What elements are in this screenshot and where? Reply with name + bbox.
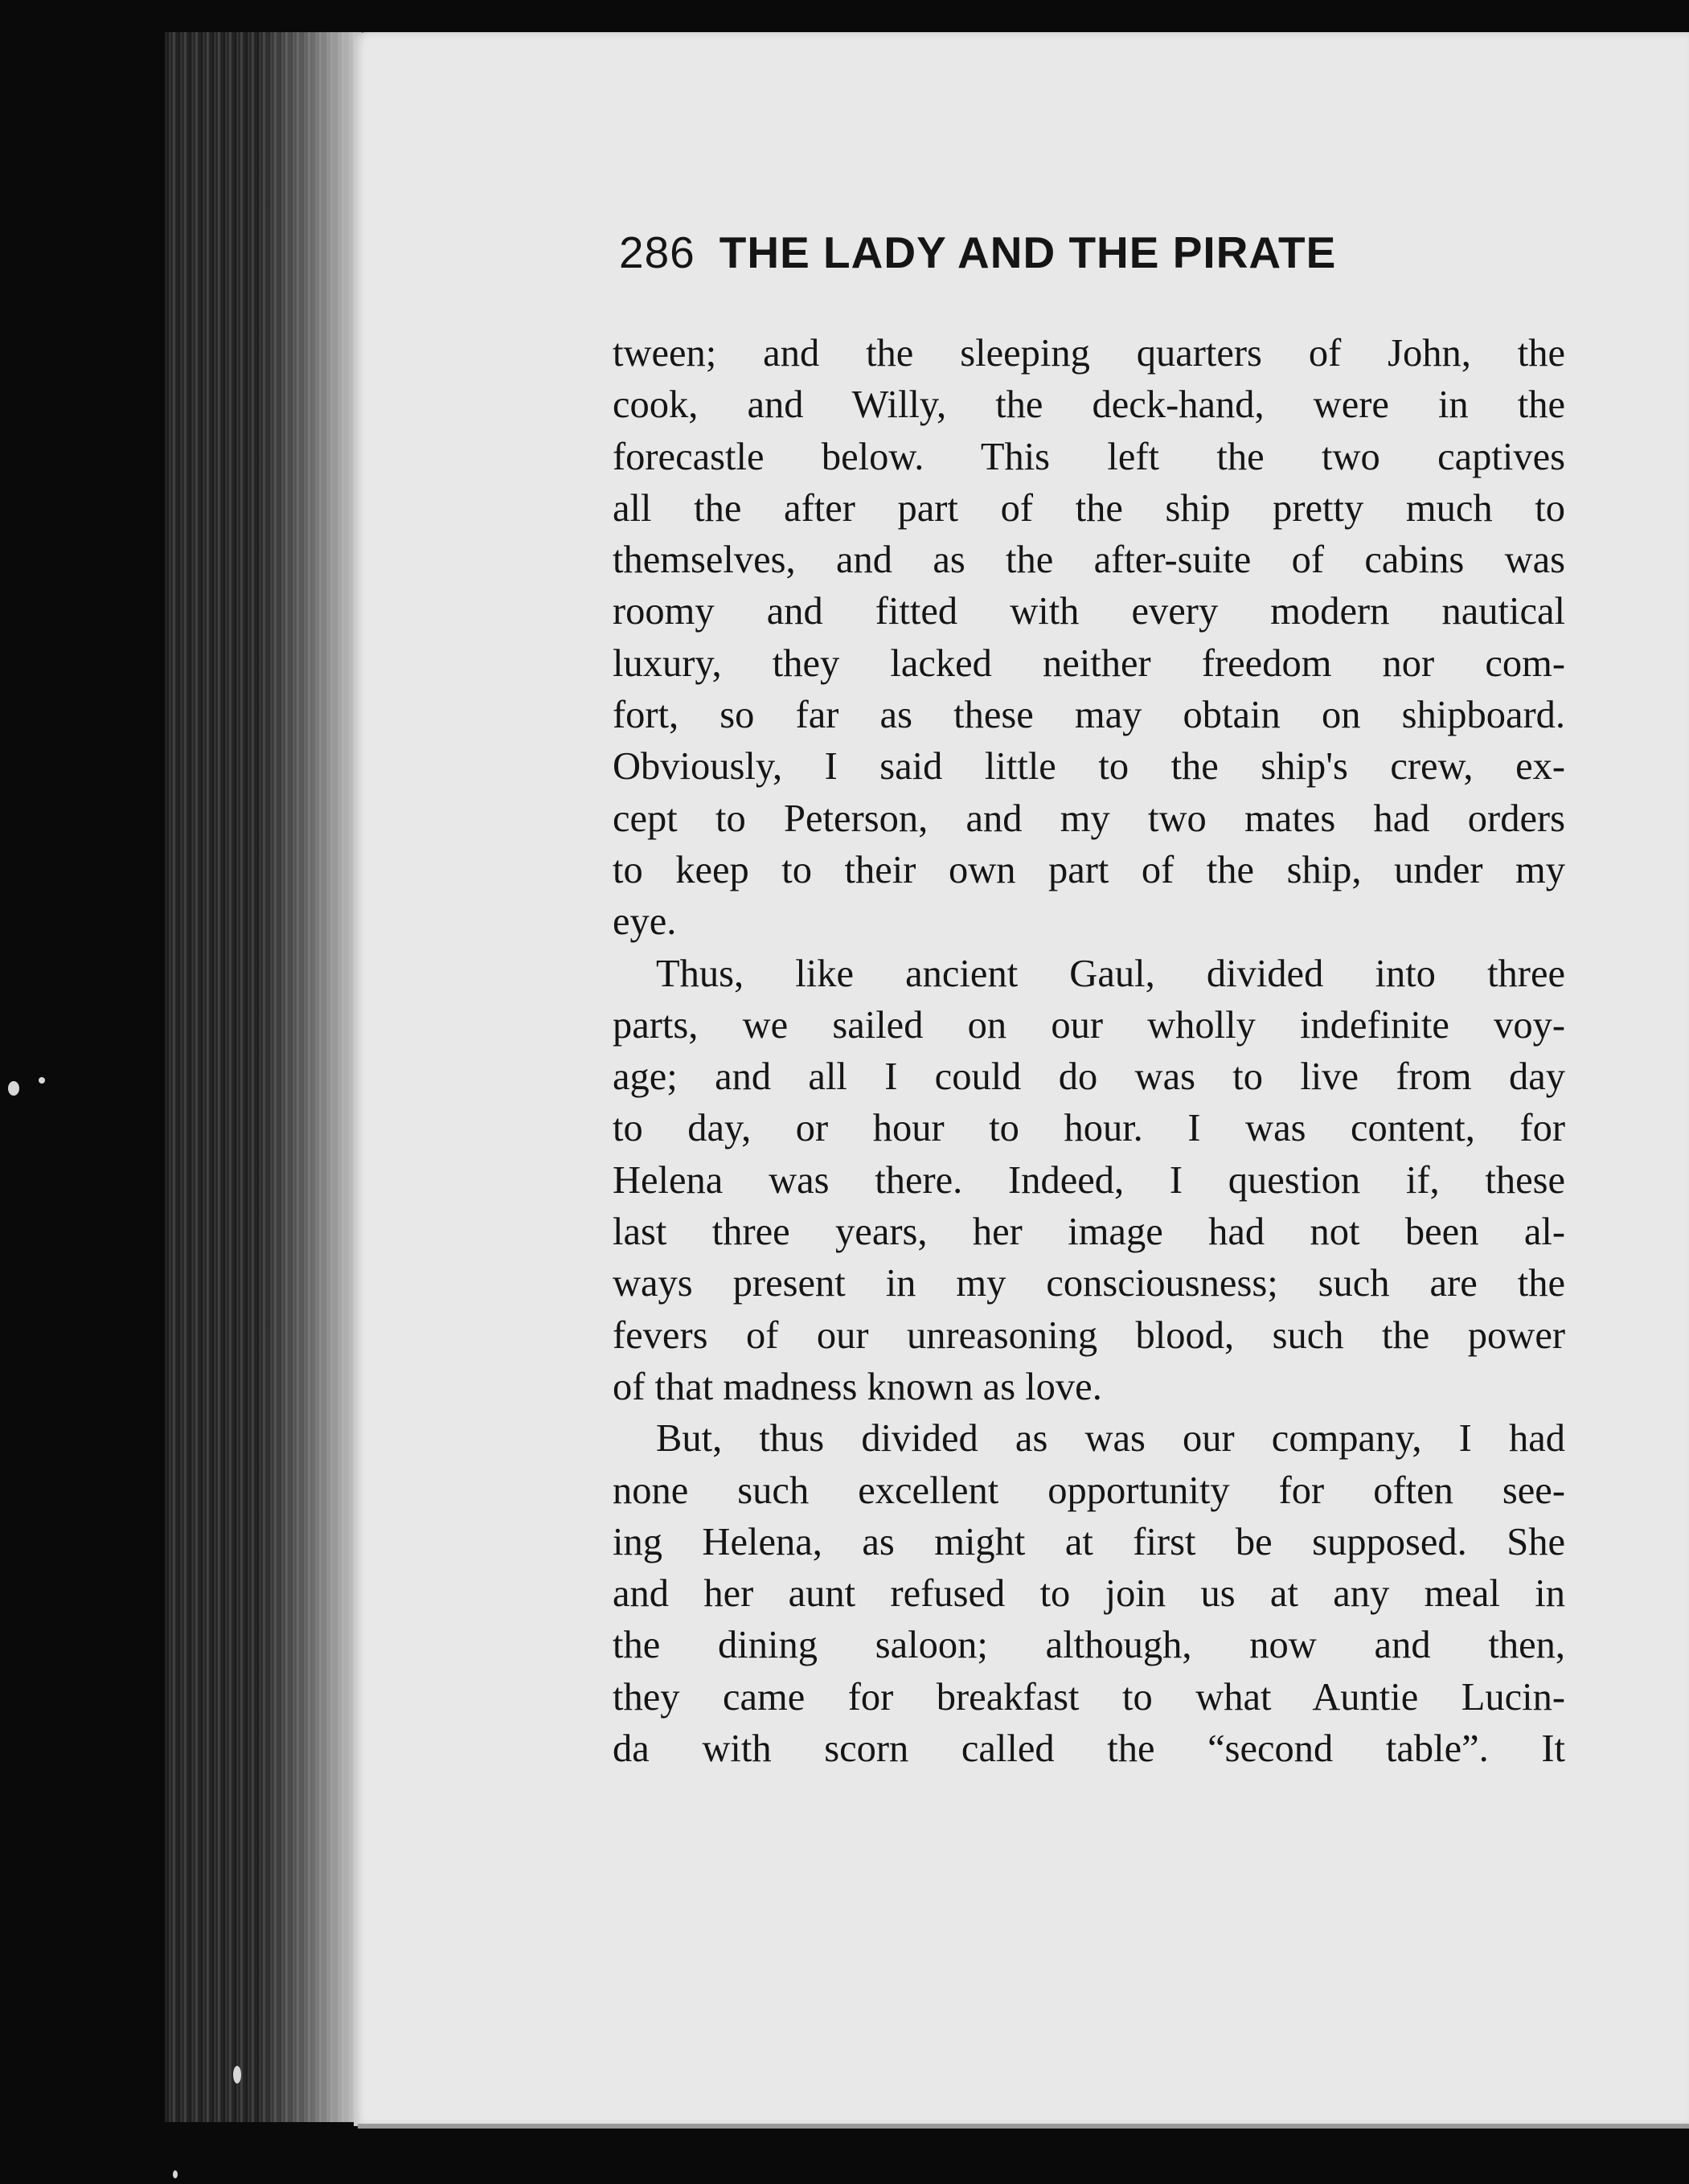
text-line: roomy and fitted with every modern nautical [613,590,1565,633]
text-line: da with scorn called the “second table”. It [613,1727,1565,1771]
text-line: luxury, they lacked neither freedom nor com- [613,641,1565,685]
text-line: tween; and the sleeping quarters of John, the [613,332,1565,375]
text-line: the dining saloon; although, now and then, [613,1624,1565,1667]
dust-speck [173,2170,178,2178]
text-line: they came for breakfast to what Auntie Lucin- [613,1675,1565,1719]
text-line: fort, so far as these may obtain on shipboard. [613,694,1565,737]
text-line: ing Helena, as might at first be supposed. She [613,1520,1565,1563]
text-line: cook, and Willy, the deck-hand, were in the [613,383,1565,427]
text-line: But, thus divided as was our company, I had [656,1417,1565,1461]
text-line: last three years, her image had not been al- [613,1211,1565,1254]
text-line: age; and all I could do was to live from day [613,1055,1565,1099]
page-number: 286 [619,227,695,277]
text-line: fevers of our unreasoning blood, such the power [613,1313,1565,1357]
text-line: to keep to their own part of the ship, under my [613,848,1565,891]
book-title: THE LADY AND THE PIRATE [719,227,1337,277]
page-bottom-edge [358,2124,1689,2129]
text-line: Thus, like ancient Gaul, divided into three [656,952,1565,995]
text-line: eye. [613,900,677,944]
text-line: all the after part of the ship pretty much to [613,486,1565,530]
text-line: of that madness known as love. [613,1365,1102,1408]
text-line: and her aunt refused to join us at any meal in [613,1572,1565,1616]
body-text [613,328,1565,1775]
dust-speck [233,2066,241,2084]
text-line: parts, we sailed on our wholly indefinite voy- [613,1003,1565,1047]
text-line: forecastle below. This left the two captives [613,435,1565,478]
text-line: Obviously, I said little to the ship's crew, ex- [613,745,1565,789]
book-edge-highlight [257,32,362,2122]
text-line: cept to Peterson, and my two mates had orders [613,797,1565,840]
text-line: ways present in my consciousness; such are the [613,1262,1565,1305]
text-line: to day, or hour to hour. I was content, for [613,1107,1565,1150]
text-line: Helena was there. Indeed, I question if, these [613,1158,1565,1202]
dust-speck [8,1081,19,1096]
text-line: none such excellent opportunity for often see- [613,1469,1565,1512]
running-head [619,227,1552,278]
text-line: themselves, and as the after-suite of cabins was [613,539,1565,582]
dust-speck [39,1077,45,1084]
